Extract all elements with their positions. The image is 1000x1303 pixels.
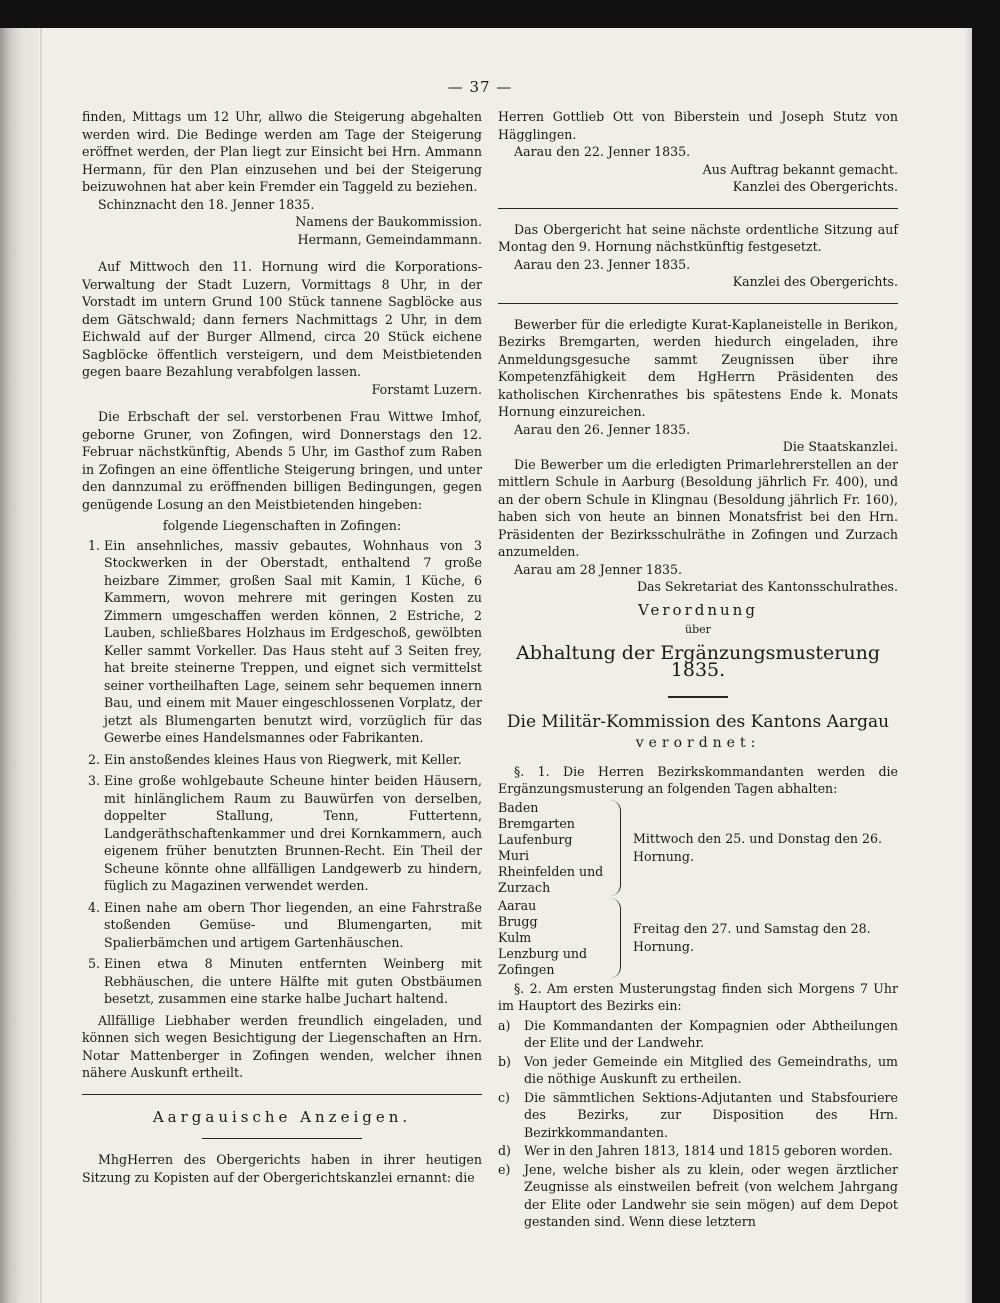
paragraph-2: §. 2. Am ersten Musterungstag finden sich Morgens 7 Uhr im Hauptort des Bezirks ein: bbox=[498, 980, 898, 1013]
list-item bbox=[498, 1142, 898, 1160]
notice-date: Aarau den 26. Jenner 1835. bbox=[514, 421, 691, 437]
notice-text: Auf Mittwoch den 11. Hornung wird die Korporations-Verwaltung der Stadt Luzern, Vormittags 8 Uhr, in der Vorstadt im untern Grund 100 Stück tannene Sagblöcke aus dem Gätschwald; dann ferners Nachmittags 2 Uhr, in dem Eichwald auf der Burger Allmend, circa 20 Stück eichene Sagblöcke öffentlich versteigern, und dem Meistbietenden gegen baare Bezahlung verabfolgen lassen. bbox=[82, 259, 482, 379]
muster-dates: Mittwoch den 25. und Donstag den 26. Hornung. bbox=[633, 831, 883, 864]
district-name: Kulm bbox=[498, 929, 532, 945]
ordinance-title: Verordnung bbox=[638, 600, 758, 619]
notice-signature: Forstamt Luzern. bbox=[371, 381, 482, 397]
item-label: c) bbox=[498, 1089, 510, 1105]
list-item: 3. Eine große wohlgebaute Scheune hinter beiden Häusern, mit hinlänglichem Raum zu Bauwürfen von derselben, doppelter Stallung, Tenn, Futtertenn, Landgeräthschaftenkammer und drei Kornkammern, auch eigenem früher benutzten Brunnen-Recht. Ein Theil der Scheune könnte ohne allfälligen Landgewerb zu hindern, füglich zu Magazinen verwendet werden. bbox=[104, 772, 482, 895]
brace bbox=[610, 898, 621, 978]
notice-signature: Die Staatskanzlei. bbox=[782, 439, 898, 454]
page-edge-shade bbox=[964, 28, 972, 1303]
item-text: Wer in den Jahren 1813, 1814 und 1815 geboren worden. bbox=[524, 1143, 893, 1158]
item-label: e) bbox=[498, 1161, 511, 1177]
district-name: Muri bbox=[498, 847, 530, 863]
notice-text: Die Erbschaft der sel. verstorbenen Frau Wittwe Imhof, geborne Gruner, von Zofingen, wird Donnerstags den 12. Februar nächstkünftig, Abends 5 Uhr, im Gasthof zum Raben in Zofingen an eine öffentliche Steigerung bringen, und unter den dannzumal zu eröffnenden billigen Bedingungen, gegen genügende Losung an den Meistbietenden hingeben: bbox=[82, 409, 482, 512]
ordinance-over: über bbox=[685, 623, 711, 636]
property-list bbox=[82, 537, 482, 1008]
ordinance-verb: verordnet: bbox=[635, 735, 761, 751]
notice-text: Das Obergericht hat seine nächste ordentliche Sitzung auf Montag den 9. Hornung nächstkünftig festgesetzt. bbox=[498, 221, 898, 254]
notice-closing: Allfällige Liebhaber werden freundlich eingeladen, und können sich wegen Besichtigung der Liegenschaften an Hrn. Notar Mattenberger in Zofingen wenden, welcher ihnen nähere Auskunft ertheilt. bbox=[82, 1012, 482, 1080]
right-column bbox=[498, 108, 898, 1232]
notice-signature: Namens der Baukommission. bbox=[295, 214, 482, 229]
district-name: Laufenburg bbox=[498, 831, 573, 847]
notice-text: Die Bewerber um die erledigten Primarlehrerstellen an der mittlern Schule in Aarburg (Besoldung jährlich Fr. 400), und an der obern Schule in Klingnau (Besoldung jährlich Fr. 160), haben sich von heute an binnen Monatsfrist bei den Hrn. Präsidenten der Bezirksschulräthe in Zofingen und Zurzach anzumelden. bbox=[498, 456, 898, 559]
page-edge bbox=[40, 28, 42, 1303]
district-list bbox=[498, 898, 608, 978]
notice-signature: Das Sekretariat des Kantonsschulrathes. bbox=[636, 579, 898, 594]
newspaper-page bbox=[0, 28, 972, 1303]
left-column bbox=[82, 108, 482, 1186]
item-label: b) bbox=[498, 1053, 511, 1069]
divider bbox=[202, 1138, 362, 1139]
district-list bbox=[498, 800, 608, 896]
notice-signature: Aus Auftrag bekannt gemacht. bbox=[702, 161, 898, 177]
district-name: Zofingen bbox=[498, 961, 555, 977]
paragraph-1: §. 1. Die Herren Bezirkskommandanten werden die Ergänzungsmusterung an folgenden Tagen abhalten: bbox=[498, 763, 898, 796]
divider bbox=[498, 303, 898, 304]
notice-signature: Kanzlei des Obergerichts. bbox=[732, 179, 898, 194]
notice-text: Herren Gottlieb Ott von Biberstein und Joseph Stutz von Hägglingen. bbox=[498, 109, 898, 142]
list-item: 5. Einen etwa 8 Minuten entfernten Weinberg mit Rebhäuschen, die untere Hälfte mit guten Obstbäumen besetzt, zusammen eine starke halbe Juchart haltend. bbox=[104, 955, 482, 1008]
list-item bbox=[498, 1161, 898, 1231]
notice-date: Aarau am 28 Jenner 1835. bbox=[514, 561, 682, 577]
brace bbox=[610, 800, 621, 896]
district-name: Bremgarten bbox=[498, 815, 575, 831]
page-number: — 37 — bbox=[447, 78, 513, 96]
item-text: Die Kommandanten der Kompagnien oder Abtheilungen der Elite und der Landwehr. bbox=[524, 1017, 898, 1050]
section-heading: Aargauische Anzeigen. bbox=[152, 1107, 412, 1126]
list-item: 4. Einen nahe am obern Thor liegenden, an eine Fahrstraße stoßenden Gemüse- und Blumengarten, mit Spalierbämchen und artigem Gartenhäuschen. bbox=[104, 899, 482, 952]
district-name: Baden bbox=[498, 799, 539, 815]
list-item: 1. Ein ansehnliches, massiv gebautes, Wohnhaus von 3 Stockwerken in der Oberstadt, enthaltend 7 große heizbare Zimmer, großen Saal mit Kamin, 1 Küche, 6 Kammern, wovon mehrere mit geringen Kosten zu Zimmern umgeschaffen werden können, 2 Estriche, 2 Lauben, schließbares Holzhaus im Erdgeschoß, gewölbten Keller sammt Vorkeller. Das Haus steht auf 3 Seiten frey, hat breite steinerne Treppen, und eignet sich vermittelst seiner vortheilhaften Lage, seinem sehr bequemen innern Bau, und einem mit Mauer eingeschlossenen Vorplatz, der jetzt als Blumengarten benutzt wird, vorzüglich für das Gewerbe eines Handelsmannes oder Fabrikanten. bbox=[104, 537, 482, 747]
notice-date: Aarau den 22. Jenner 1835. bbox=[514, 144, 691, 159]
district-name: Lenzburg und bbox=[498, 945, 588, 961]
item-text: Jene, welche bisher als zu klein, oder wegen ärztlicher Zeugnisse als einstweilen befreit (von welchem Jahrgang der Elite oder Landwehr sie sein mögen) auf dem Depot gestanden sind. Wenn diese letztern bbox=[524, 1161, 898, 1229]
item-text: Von jeder Gemeinde ein Mitglied des Gemeindraths, um die nöthige Auskunft zu ertheilen. bbox=[524, 1053, 898, 1086]
book-spine bbox=[0, 28, 38, 1303]
district-group-2 bbox=[498, 898, 898, 978]
notice-signature: Hermann, Gemeindammann. bbox=[297, 231, 482, 247]
item-text: Die sämmtlichen Sektions-Adjutanten und Stabsfouriere des Bezirks, zur Disposition des Hrn. Bezirkkommandanten. bbox=[524, 1089, 898, 1140]
district-name: Zurzach bbox=[498, 879, 551, 895]
list-item bbox=[498, 1017, 898, 1052]
district-name: Rheinfelden und bbox=[498, 863, 604, 879]
attendee-list bbox=[498, 1017, 898, 1231]
list-item: 2. Ein anstoßendes kleines Haus von Riegwerk, mit Keller. bbox=[104, 751, 482, 769]
divider bbox=[82, 1094, 482, 1095]
notice-signature: Kanzlei des Obergerichts. bbox=[732, 274, 898, 289]
muster-dates: Freitag den 27. und Samstag den 28. Hornung. bbox=[633, 921, 871, 954]
notice-text: Bewerber für die erledigte Kurat-Kaplaneistelle in Berikon, Bezirks Bremgarten, werden hiedurch eingeladen, ihre Anmeldungsgesuche sammt Zeugnissen über ihre Kompetenzfähigkeit dem HgHerrn Präsidenten des katholischen Kirchenrathes bis spätestens Ende k. Monats Hornung einzureichen. bbox=[498, 316, 898, 419]
item-label: a) bbox=[498, 1017, 511, 1033]
district-name: Brugg bbox=[498, 913, 538, 929]
district-name: Aarau bbox=[498, 897, 537, 913]
district-group-1 bbox=[498, 800, 898, 896]
notice-date: Aarau den 23. Jenner 1835. bbox=[514, 256, 691, 272]
notice-subheading: folgende Liegenschaften in Zofingen: bbox=[162, 518, 402, 533]
item-label: d) bbox=[498, 1143, 511, 1158]
divider bbox=[668, 696, 728, 698]
section-text: MhgHerren des Obergerichts haben in ihrer heutigen Sitzung zu Kopisten auf der Obergerichtskanzlei ernannt: die bbox=[82, 1152, 482, 1185]
list-item bbox=[498, 1053, 898, 1088]
ordinance-subject: Abhaltung der Ergänzungsmusterung 1835. bbox=[515, 641, 881, 681]
divider bbox=[498, 208, 898, 209]
list-item bbox=[498, 1089, 898, 1142]
notice-text: finden, Mittags um 12 Uhr, allwo die Steigerung abgehalten werden wird. Die Bedinge werden am Tage der Steigerung eröffnet werden, der Plan liegt zur Einsicht bei Hrn. Ammann Hermann, für den Plan einzusehen und bei der Steigerung beizuwohnen hat aber kein Fremder ein Taggeld zu beziehen. bbox=[82, 109, 482, 194]
ordinance-issuer: Die Militär-Kommission des Kantons Aargau bbox=[506, 711, 890, 732]
notice-date: Schinznacht den 18. Jenner 1835. bbox=[98, 196, 315, 212]
